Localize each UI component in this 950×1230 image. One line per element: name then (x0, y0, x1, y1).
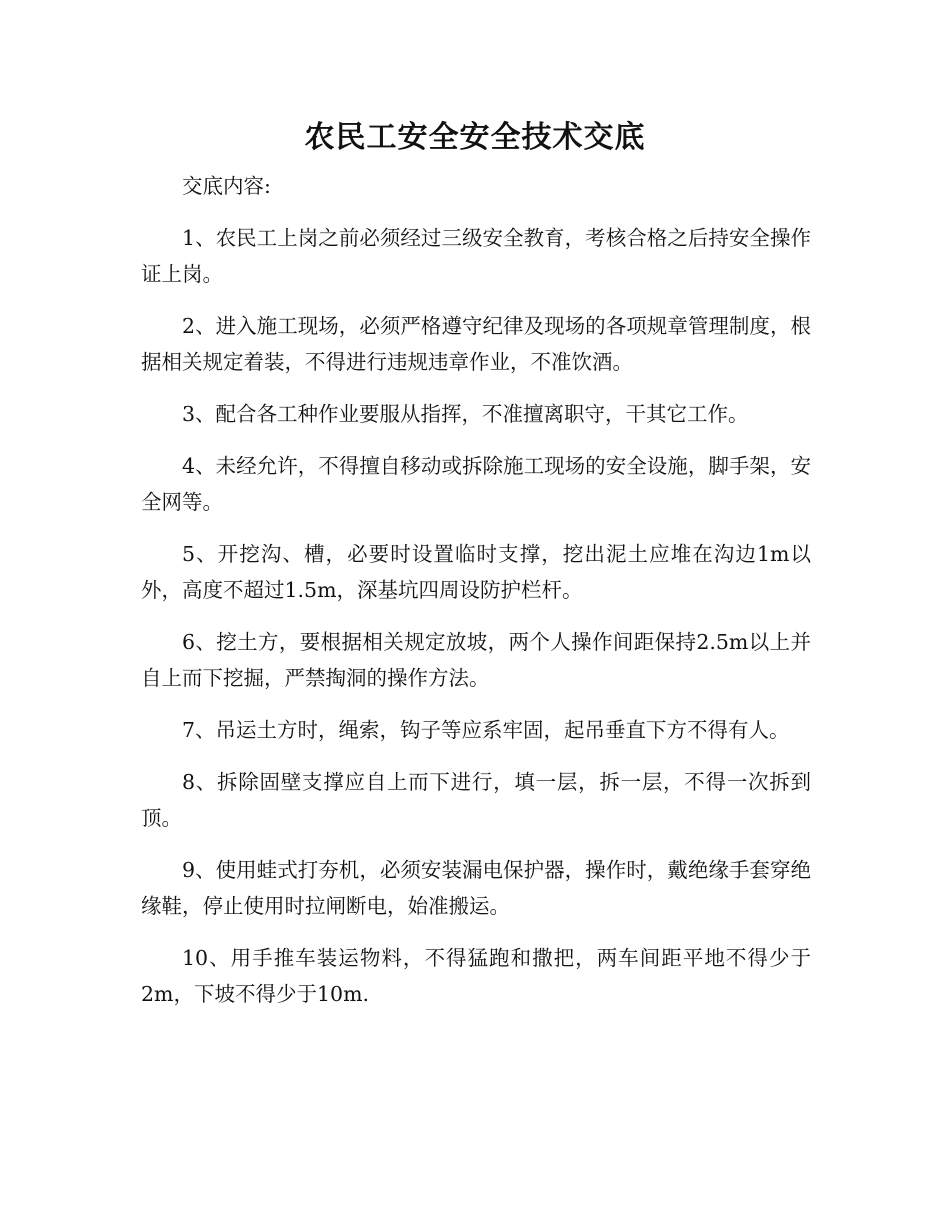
list-item: 9、使用蛙式打夯机，必须安装漏电保护器，操作时，戴绝缘手套穿绝缘鞋，停止使用时拉闸断电，始准搬运。 (141, 858, 811, 918)
list-item: 5、开挖沟、槽，必要时设置临时支撑，挖出泥土应堆在沟边1m以外，高度不超过1.5m，深基坑四周设防护栏杆。 (141, 542, 811, 602)
intro-text: 交底内容: (182, 174, 271, 198)
list-item: 10、用手推车装运物料，不得猛跑和撒把，两车间距平地不得少于2m，下坡不得少于10m. (141, 946, 811, 1006)
list-item: 7、吊运土方时，绳索，钩子等应系牢固，起吊垂直下方不得有人。 (182, 718, 790, 742)
list-item: 1、农民工上岗之前必须经过三级安全教育，考核合格之后持安全操作证上岗。 (141, 226, 811, 286)
document-title: 农民工安全安全技术交底 (304, 120, 646, 155)
list-item: 8、拆除固壁支撑应自上而下进行，填一层，拆一层，不得一次拆到顶。 (141, 770, 811, 830)
list-item: 2、进入施工现场，必须严格遵守纪律及现场的各项规章管理制度，根据相关规定着装，不得进行违规违章作业，不准饮酒。 (141, 314, 811, 374)
list-item: 3、配合各工种作业要服从指挥，不准擅离职守，干其它工作。 (182, 402, 749, 426)
list-item: 4、未经允许，不得擅自移动或拆除施工现场的安全设施，脚手架，安全网等。 (141, 454, 811, 514)
document-body (141, 168, 811, 1028)
list-item: 6、挖土方，要根据相关规定放坡，两个人操作间距保持2.5m以上并自上而下挖掘，严禁掏洞的操作方法。 (141, 630, 811, 690)
